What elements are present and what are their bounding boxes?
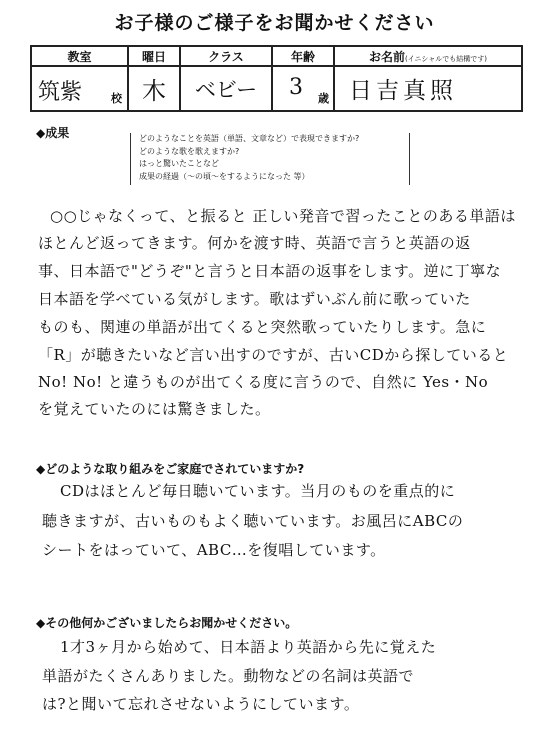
- value-age-cell: [272, 66, 334, 111]
- value-age: 3: [289, 75, 303, 100]
- home-line: 聴きますが、古いものもよく聴いています。お風呂にABCの: [42, 512, 464, 530]
- results-line: ほとんど返ってきます。何かを渡す時、英語で言うと英語の返: [38, 234, 471, 252]
- header-name-label: お名前: [368, 49, 405, 64]
- info-header-row: [31, 46, 522, 66]
- header-weekday: 曜日: [128, 46, 180, 66]
- value-class: ベビー: [194, 77, 258, 102]
- value-weekday-cell: [128, 66, 180, 111]
- value-age-suffix: 歳: [318, 92, 329, 105]
- form-title: お子様のご様子をお聞かせください: [114, 12, 435, 34]
- value-name: 日吉真照: [349, 78, 457, 104]
- guide-item: はっと驚いたことなど: [139, 159, 219, 168]
- info-value-row: [31, 66, 522, 111]
- header-class: クラス: [180, 46, 272, 66]
- results-line: ○○じゃなくって、と振ると 正しい発音で習ったことのある単語は: [50, 207, 516, 225]
- results-guide-box: [130, 133, 410, 185]
- results-heading: ◆成果: [36, 126, 70, 140]
- results-line: ものも、関連の単語が出てくると突然歌っていたりします。急に: [38, 318, 487, 336]
- value-classroom-cell: [31, 66, 128, 111]
- home-line: CDはほとんど毎日聴いています。当月のものを重点的に: [60, 482, 456, 500]
- other-line: 1才3ヶ月から始めて、日本語より英語から先に覚えた: [60, 638, 437, 656]
- header-age: 年齢: [272, 46, 334, 66]
- header-name: [334, 46, 522, 66]
- results-line: を覚えていたのには驚きました。: [38, 400, 271, 418]
- home-heading: ◆どのような取り組みをご家庭でされていますか?: [36, 462, 305, 476]
- results-line: No! No! と違うものが出てくる度に言うので、自然に Yes・No: [38, 373, 489, 391]
- other-line: は?と聞いて忘れさせないようにしています。: [42, 695, 360, 713]
- other-heading: ◆その他何かございましたらお聞かせください。: [36, 616, 298, 630]
- guide-item: どのような歌を歌えますか?: [139, 146, 240, 156]
- header-name-note: (イニシャルでも結構です): [404, 54, 488, 63]
- guide-item: 成果の経過（～の頃～をするようになった 等）: [139, 171, 310, 181]
- header-classroom: 教室: [31, 46, 128, 66]
- value-weekday: 木: [142, 77, 166, 105]
- value-classroom-suffix: 校: [111, 92, 122, 105]
- results-line: 事、日本語で"どうぞ"と言うと日本語の返事をします。逆に丁寧な: [38, 262, 502, 280]
- home-line: シートをはっていて、ABC…を復唱しています。: [42, 541, 386, 559]
- results-line: 「R」が聴きたいなど言い出すのですが、古いCDから探していると: [38, 346, 509, 364]
- results-line: 日本語を学べている気がします。歌はずいぶん前に歌っていた: [38, 290, 471, 308]
- value-class-cell: [180, 66, 272, 111]
- other-line: 単語がたくさんありました。動物などの名詞は英語で: [42, 667, 415, 685]
- value-name-cell: [334, 66, 522, 111]
- guide-item: どのようなことを英語（単語、文章など）で表現できますか?: [139, 134, 360, 143]
- info-table: [30, 45, 523, 112]
- value-classroom: 筑紫: [38, 80, 83, 105]
